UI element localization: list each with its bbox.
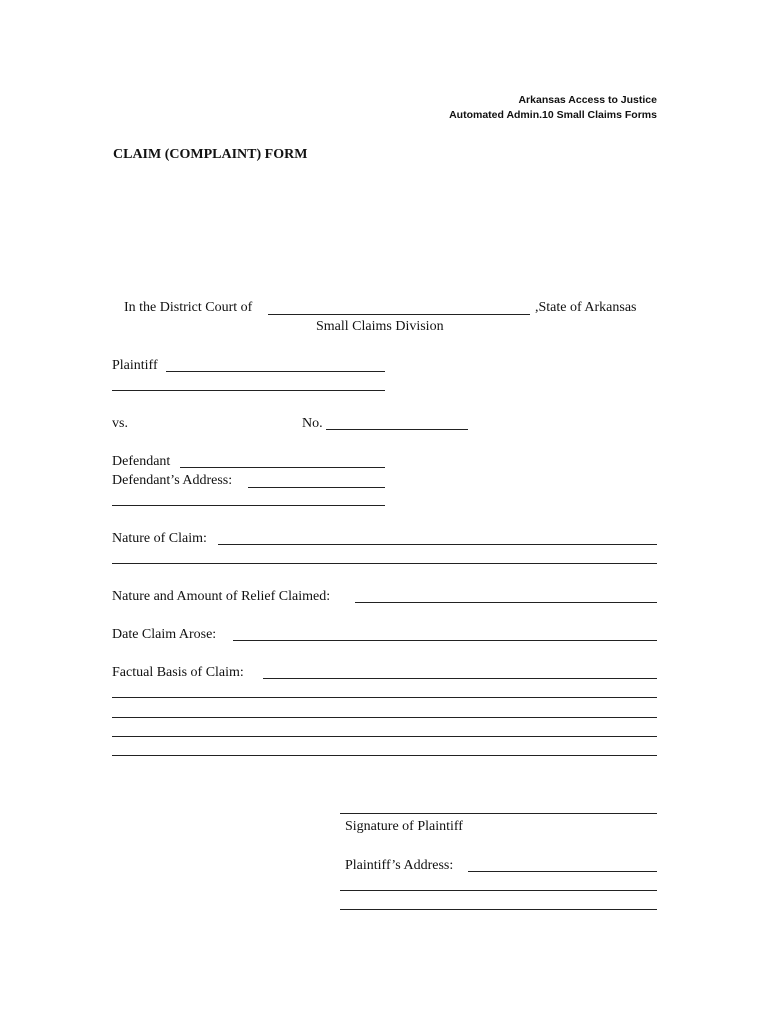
factual-basis-field-2[interactable] [112, 697, 657, 698]
factual-basis-field-3[interactable] [112, 717, 657, 718]
factual-basis-label: Factual Basis of Claim: [112, 665, 244, 680]
plaintiff-address-field-3[interactable] [340, 909, 657, 910]
plaintiff-name-field-2[interactable] [112, 390, 385, 391]
relief-claimed-label: Nature and Amount of Relief Claimed: [112, 589, 331, 604]
plaintiff-address-field-2[interactable] [340, 890, 657, 891]
relief-claimed-field[interactable] [355, 602, 657, 603]
form-title: CLAIM (COMPLAINT) FORM [113, 147, 308, 162]
plaintiff-name-field[interactable] [166, 371, 385, 372]
factual-basis-field[interactable] [263, 678, 657, 679]
court-label: In the District Court of [124, 300, 253, 315]
header-line-1: Arkansas Access to Justice [518, 94, 657, 106]
plaintiff-label: Plaintiff [112, 358, 158, 373]
case-number-label: No. [302, 416, 323, 431]
defendant-label: Defendant [112, 454, 171, 469]
signature-label: Signature of Plaintiff [345, 819, 463, 834]
plaintiff-address-label: Plaintiff’s Address: [345, 858, 454, 873]
defendant-name-field[interactable] [180, 467, 385, 468]
nature-of-claim-field-2[interactable] [112, 563, 657, 564]
case-number-field[interactable] [326, 429, 468, 430]
defendant-address-field[interactable] [248, 487, 385, 488]
header-line-2: Automated Admin.10 Small Claims Forms [449, 109, 657, 121]
plaintiff-address-field[interactable] [468, 871, 657, 872]
vs-label: vs. [112, 416, 128, 431]
division-label: Small Claims Division [316, 319, 444, 334]
court-name-field[interactable] [268, 314, 530, 315]
signature-field[interactable] [340, 813, 657, 814]
nature-of-claim-label: Nature of Claim: [112, 531, 207, 546]
defendant-address-label: Defendant’s Address: [112, 473, 233, 488]
factual-basis-field-4[interactable] [112, 736, 657, 737]
date-claim-arose-field[interactable] [233, 640, 657, 641]
date-claim-arose-label: Date Claim Arose: [112, 627, 217, 642]
factual-basis-field-5[interactable] [112, 755, 657, 756]
state-label: ,State of Arkansas [535, 300, 637, 315]
nature-of-claim-field[interactable] [218, 544, 657, 545]
defendant-address-field-2[interactable] [112, 505, 385, 506]
